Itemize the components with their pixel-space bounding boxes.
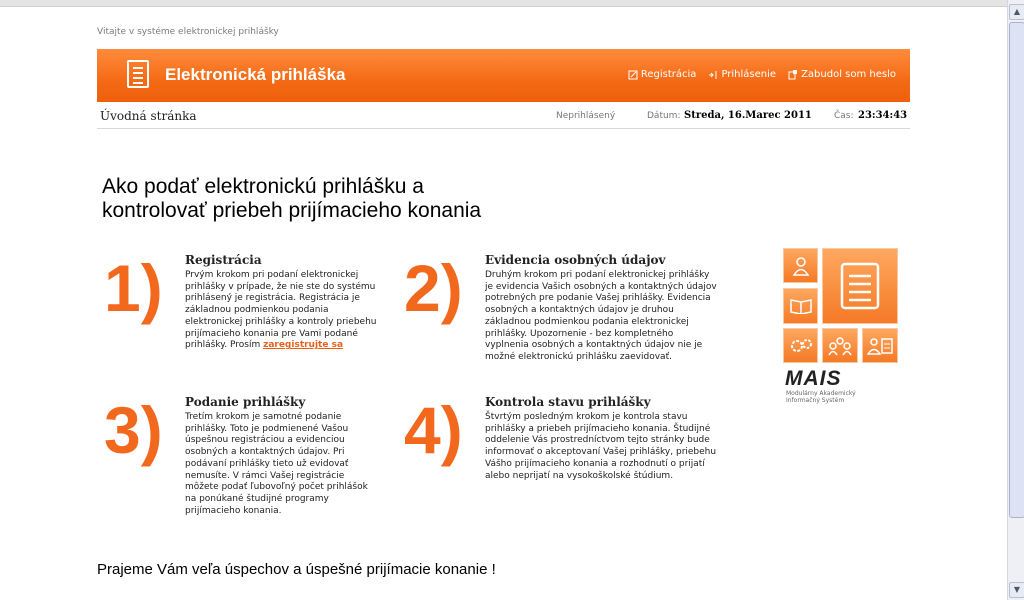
group-tile	[822, 328, 858, 363]
page-title: Úvodná stránka	[100, 109, 197, 123]
main-heading-line1: Ako podať elektronickú prihlášku a	[102, 175, 424, 198]
login-status: Neprihlásený	[556, 111, 616, 121]
scroll-thumb[interactable]	[1009, 22, 1024, 518]
register-link[interactable]: zaregistrujte sa	[263, 340, 344, 351]
nav-zabudol-heslo-label: Zabudol som heslo	[801, 69, 896, 80]
book-tile	[783, 288, 818, 324]
time-label: Čas:	[834, 111, 854, 121]
forgot-password-icon	[788, 70, 798, 80]
mais-logo-text: MAIS	[785, 367, 842, 390]
info-bar	[97, 104, 910, 129]
mais-logo-grid	[783, 248, 898, 363]
gears-icon	[789, 336, 813, 356]
scroll-down-button[interactable]: ▼	[1009, 582, 1024, 598]
document-large-icon	[840, 262, 880, 310]
app-title: Elektronická prihláška	[165, 65, 346, 84]
user-icon	[792, 256, 810, 276]
scroll-up-button[interactable]: ▲	[1009, 4, 1024, 20]
top-nav	[628, 69, 896, 80]
step-1-body	[185, 270, 385, 352]
step-4-body: Štvrtým posledným krokom je kontrola stavu prihlášky a priebeh prijímacieho konania. Študijné oddelenie Vás prostredníctvom tejto stránky bude informovať o akceptovaní Vašej prihlášky, priebehu Vášho prijímacieho konania a rozhodnutí o prijatí alebo neprijatí na vysokoškolské štúdium.	[485, 412, 717, 481]
step-1-title: Registrácia	[185, 253, 262, 267]
date-label: Dátum:	[647, 111, 681, 121]
step-1-text: Prvým krokom pri podaní elektronickej prihlášky v prípade, že nie ste do systému prihlásený je registrácia. Registrácia je základnou podmienkou podania elektronickej prihlášky a kontroly priebehu prijímacieho konania pre Vami podané prihlášky. Prosím	[185, 270, 377, 351]
login-icon	[708, 70, 718, 80]
user-card-icon	[867, 336, 893, 356]
main-heading	[102, 175, 622, 223]
step-2-title: Evidencia osobných údajov	[485, 253, 666, 267]
document-icon	[127, 60, 149, 88]
register-icon	[628, 70, 638, 80]
step-4-title: Kontrola stavu prihlášky	[485, 395, 651, 409]
browser-top-border	[0, 0, 1008, 7]
group-icon	[827, 336, 853, 356]
time-value: 23:34:43	[858, 110, 908, 121]
vertical-scrollbar[interactable]	[1007, 0, 1024, 600]
book-icon	[790, 298, 812, 314]
document-tile	[822, 248, 898, 324]
nav-prihlasenie-label: Prihlásenie	[721, 69, 777, 80]
date-value: Streda, 16.Marec 2011	[684, 110, 812, 121]
step-3-title: Podanie prihlášky	[185, 395, 306, 409]
step-4-number: 4)	[404, 393, 463, 467]
step-1-number: 1)	[104, 251, 163, 325]
user-tile	[783, 248, 818, 283]
mais-logo-subtitle: Modulárny Akademický Informačný Systém	[786, 390, 856, 404]
nav-registracia-label: Registrácia	[640, 69, 697, 80]
welcome-text: Vitajte v systéme elektronickej prihlášky	[97, 27, 279, 37]
header-banner	[97, 49, 910, 102]
step-2-body: Druhým krokom pri podaní elektronickej prihlášky je evidencia Vašich osobných a kontaktných údajov potrebných pre podanie Vašej prihlášky. Evidencia osobných a kontaktných údajov je druhou základnou podmienkou podania elektronickej prihlášky. Upozornenie - bez kompletného vyplnenia osobných a kontaktných údajov nie je možné elektronickú prihlášku zaevidovať.	[485, 270, 717, 362]
nav-prihlasenie[interactable]	[708, 69, 776, 80]
step-3-number: 3)	[104, 393, 163, 467]
user-card-tile	[862, 328, 898, 363]
nav-registracia[interactable]	[628, 69, 697, 80]
step-2-number: 2)	[404, 251, 463, 325]
step-3-body: Tretím krokom je samotné podanie prihlášky. Toto je podmienené Vašou úspešnou registráciou a evidenciou osobných a kontaktných údajov. Pri podávaní prihlášky tieto už evidovať nemusíte. V rámci Vašej registrácie môžete podať ľubovoľný počet prihlášok na ponúkané študijné programy prijímacieho konania.	[185, 412, 368, 516]
main-heading-line2: kontrolovať priebeh prijímacieho konania	[102, 199, 482, 222]
gears-tile	[783, 328, 818, 363]
footer-message: Prajeme Vám veľa úspechov a úspešné prijímacie konanie !	[97, 561, 496, 578]
nav-zabudol-heslo[interactable]	[788, 69, 896, 80]
